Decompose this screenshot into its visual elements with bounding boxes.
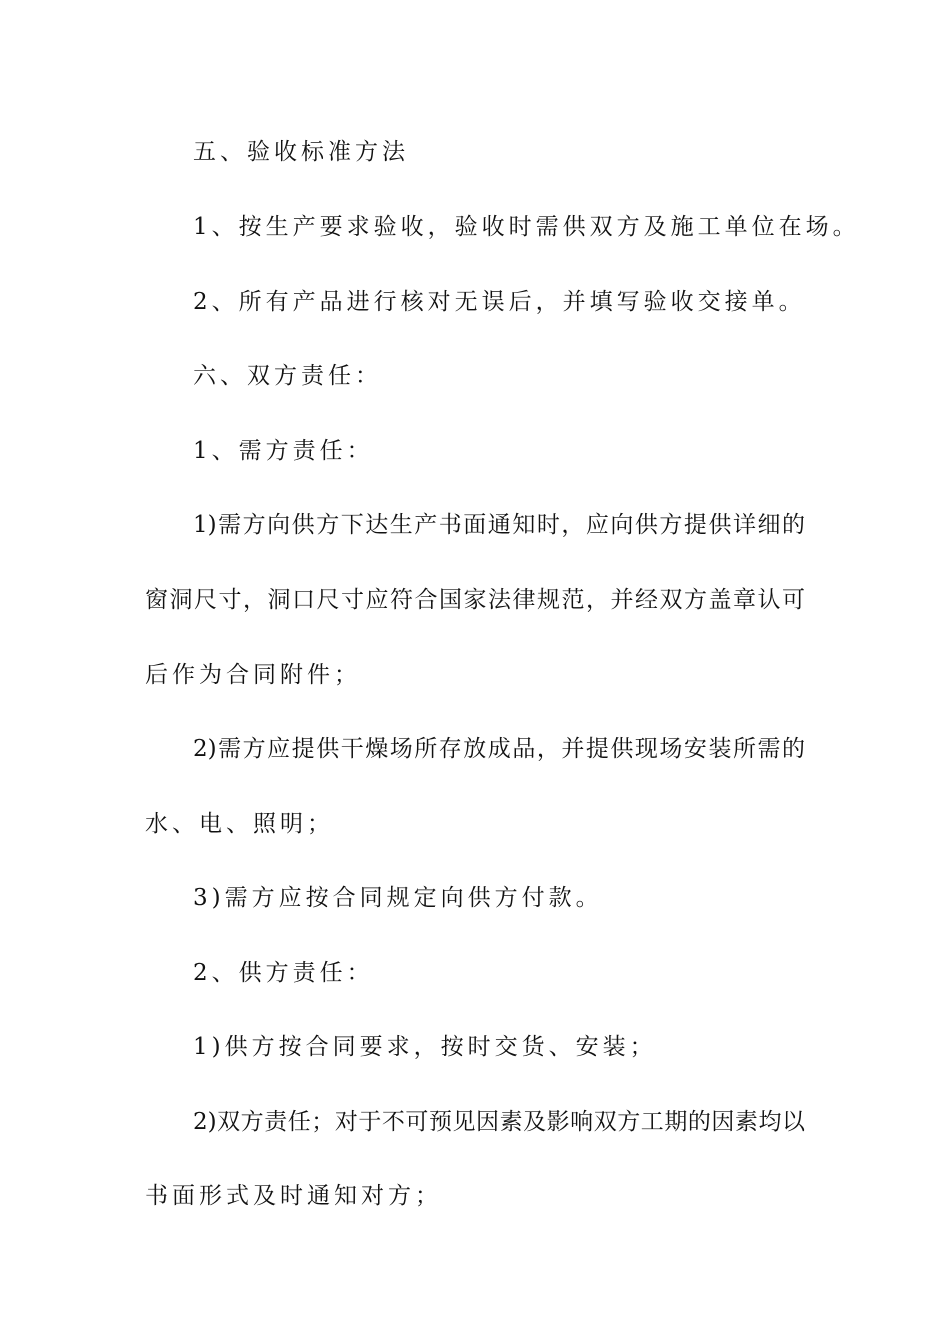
buyer-item-3: 3)需方应按合同规定向供方付款。: [193, 885, 603, 911]
supplier-item-1: 1)供方按合同要求，按时交货、安装；: [193, 1034, 657, 1060]
supplier-item-2-line-2: 书面形式及时通知对方；: [145, 1183, 442, 1209]
buyer-item-2-line-1: 2)需方应提供干燥场所存放成品，并提供现场安装所需的: [193, 736, 805, 762]
buyer-item-1-line-1: 1)需方向供方下达生产书面通知时，应向供方提供详细的: [193, 512, 805, 538]
section-heading-acceptance: 五、验收标准方法: [193, 139, 409, 165]
supplier-responsibility-heading: 2、供方责任：: [193, 960, 374, 986]
buyer-responsibility-heading: 1、需方责任：: [193, 438, 374, 464]
supplier-item-2-line-1: 2)双方责任；对于不可预见因素及影响双方工期的因素均以: [193, 1109, 805, 1135]
buyer-item-2-line-2: 水、电、照明；: [145, 811, 334, 837]
acceptance-item-2: 2、所有产品进行核对无误后，并填写验收交接单。: [193, 289, 806, 315]
acceptance-item-1: 1、按生产要求验收，验收时需供双方及施工单位在场。: [193, 214, 860, 240]
section-heading-responsibilities: 六、双方责任：: [193, 363, 382, 389]
buyer-item-1-line-2: 窗洞尺寸，洞口尺寸应符合国家法律规范，并经双方盖章认可: [145, 587, 805, 613]
buyer-item-1-line-3: 后作为合同附件；: [145, 662, 361, 688]
